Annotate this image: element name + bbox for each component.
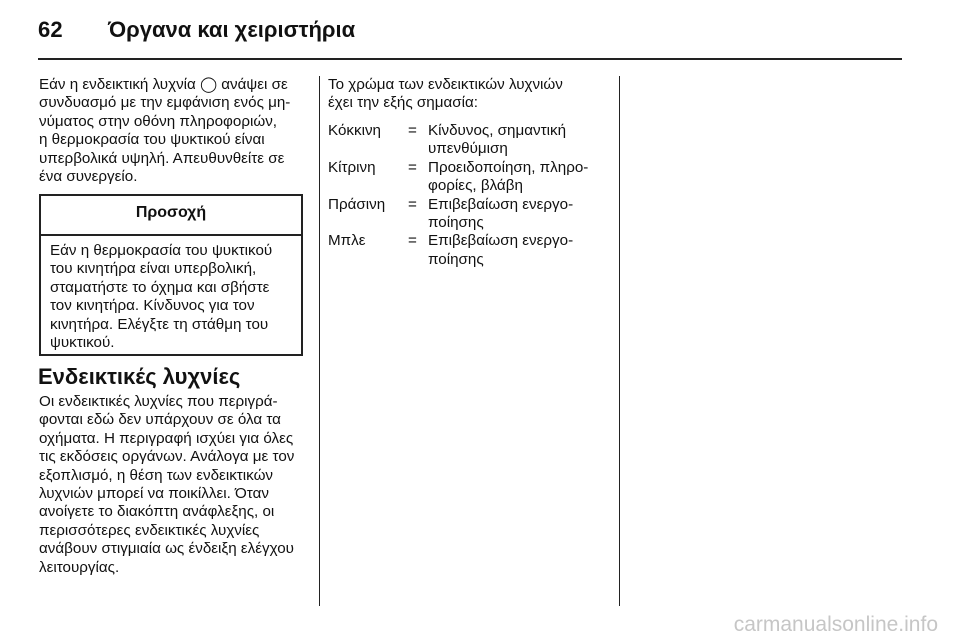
text-line: περισσότερες ενδεικτικές λυχνίες bbox=[39, 521, 260, 539]
watermark: carmanualsonline.info bbox=[733, 613, 938, 636]
legend-description bbox=[428, 196, 614, 233]
text-line: κινητήρα. Ελέγξτε τη στάθμη του bbox=[50, 315, 269, 333]
text-line: Επιβεβαίωση ενεργο- bbox=[428, 232, 574, 250]
warning-divider bbox=[41, 234, 301, 236]
legend-equals: = bbox=[408, 122, 417, 139]
text-line: ένα συνεργείο. bbox=[39, 168, 138, 186]
legend-color: Πράσινη bbox=[328, 195, 386, 213]
legend-description bbox=[428, 232, 614, 269]
warning-title: Προσοχή bbox=[135, 204, 207, 221]
text-line: Οι ενδεικτικές λυχνίες που περιγρά- bbox=[39, 393, 278, 410]
legend-color: Μπλε bbox=[328, 232, 366, 250]
legend-row-blue bbox=[328, 232, 614, 269]
text-line: φορίες, βλάβη bbox=[428, 177, 523, 195]
legend-equals: = bbox=[408, 158, 417, 176]
text-line: υπερβολικά υψηλή. Απευθυνθείτε σε bbox=[39, 149, 285, 167]
header-rule bbox=[38, 58, 902, 60]
text-line: σταματήστε το όχημα και σβήστε bbox=[50, 278, 270, 296]
text-line: εξοπλισμό, η θέση των ενδεικτικών bbox=[39, 466, 274, 484]
legend-row-red bbox=[328, 122, 614, 159]
text-line: ψυκτικού. bbox=[50, 334, 115, 352]
page-number: 62 bbox=[38, 17, 63, 42]
column-divider-right bbox=[619, 76, 620, 606]
text-line: ποίησης bbox=[428, 250, 484, 268]
text-line: του κινητήρα είναι υπερβολική, bbox=[50, 260, 257, 278]
text-line: λειτουργίας. bbox=[39, 558, 120, 576]
text-line: ανοίγετε το διακόπτη ανάφλεξης, οι bbox=[39, 503, 275, 521]
text-line: Το χρώμα των ενδεικτικών λυχνιών bbox=[328, 76, 563, 93]
text-line: έχει την εξής σημασία: bbox=[328, 94, 479, 112]
text-line: υπενθύμιση bbox=[428, 140, 508, 158]
text-line: Εάν η ενδεικτική λυχνία ◯ ανάψει σε bbox=[39, 76, 288, 93]
legend-description bbox=[428, 159, 614, 196]
column-divider-left bbox=[319, 76, 320, 606]
text-line: ποίησης bbox=[428, 214, 484, 232]
legend-equals: = bbox=[408, 232, 417, 250]
text-line: φονται εδώ δεν υπάρχουν σε όλα τα bbox=[39, 411, 281, 429]
legend-row-yellow bbox=[328, 159, 614, 196]
text-line: τις εκδόσεις οργάνων. Ανάλογα με τον bbox=[39, 448, 295, 466]
text-line: Εάν η θερμοκρασία του ψυκτικού bbox=[50, 242, 273, 259]
text-line: τον κινητήρα. Κίνδυνος για τον bbox=[50, 297, 255, 315]
indicator-lights-paragraph bbox=[39, 393, 311, 577]
section-title: Όργανα και χειριστήρια bbox=[108, 17, 356, 42]
text-line: Κίνδυνος, σημαντική bbox=[428, 122, 567, 139]
indicator-lights-heading: Ενδεικτικές λυχνίες bbox=[38, 364, 241, 389]
warning-text bbox=[50, 242, 298, 352]
text-line: η θερμοκρασία του ψυκτικού είναι bbox=[39, 131, 265, 149]
text-line: νύματος στην οθόνη πληροφοριών, bbox=[39, 112, 278, 130]
legend-description bbox=[428, 122, 614, 159]
text-line: οχήματα. Η περιγραφή ισχύει για όλες bbox=[39, 429, 294, 447]
text-line: Προειδοποίηση, πληρο- bbox=[428, 158, 589, 176]
color-legend bbox=[328, 122, 614, 269]
legend-color: Κίτρινη bbox=[328, 158, 376, 176]
text-line: Επιβεβαίωση ενεργο- bbox=[428, 195, 574, 213]
text-line: λυχνιών μπορεί να ποικίλλει. Όταν bbox=[39, 485, 269, 503]
color-meaning-intro bbox=[328, 76, 612, 113]
warning-box bbox=[39, 194, 303, 356]
legend-equals: = bbox=[408, 195, 417, 213]
text-line: ανάβουν στιγμιαία ως ένδειξη ελέγχου bbox=[39, 540, 294, 558]
legend-color: Κόκκινη bbox=[328, 122, 381, 139]
legend-row-green bbox=[328, 196, 614, 233]
text-line: συνδυασμό με την εμφάνιση ενός μη- bbox=[39, 94, 291, 112]
coolant-warning-intro bbox=[39, 76, 309, 186]
